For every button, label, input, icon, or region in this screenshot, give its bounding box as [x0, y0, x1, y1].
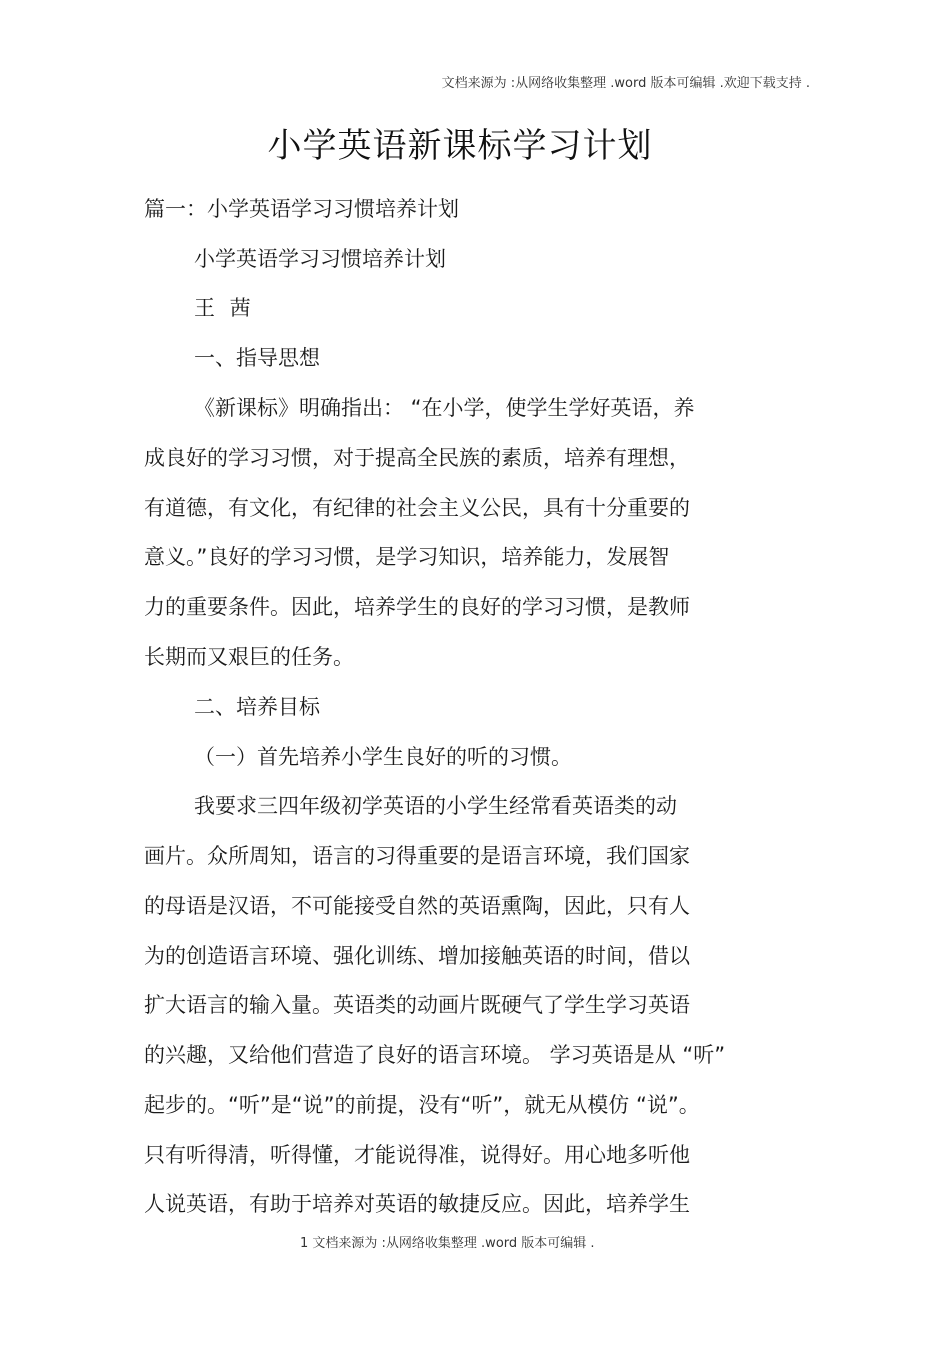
author-name: 王 茜	[194, 296, 255, 320]
paragraph-line: 起步的。“听”是“说”的前提，没有“听”，就无从模仿 “说”。	[144, 1093, 700, 1117]
paragraph-line: 的兴趣，又给他们营造了良好的语言环境。 学习英语是从 “听”	[144, 1043, 726, 1067]
paragraph-line: 为的创造语言环境、强化训练、增加接触英语的时间，借以	[144, 944, 690, 968]
document-title: 小学英语新课标学习计划	[267, 126, 653, 166]
paragraph-line: 的母语是汉语，不可能接受自然的英语熏陶，因此，只有人	[144, 894, 690, 918]
paragraph-line: 《新课标》明确指出： “在小学，使学生学好英语，养	[194, 396, 695, 420]
footer-source-note: 1 文档来源为 :从网络收集整理 .word 版本可编辑 .	[300, 1236, 595, 1251]
paragraph-line: 我要求三四年级初学英语的小学生经常看英语类的动	[194, 794, 677, 818]
paragraph-line: 意义。”良好的学习习惯，是学习知识，培养能力，发展智	[144, 545, 670, 569]
section-heading: 篇一：小学英语学习习惯培养计划	[144, 197, 459, 221]
paragraph-line: 成良好的学习习惯，对于提高全民族的素质，培养有理想，	[144, 446, 690, 470]
paragraph-line: 只有听得清，听得懂，才能说得准，说得好。用心地多听他	[144, 1143, 690, 1167]
paragraph-line: 有道德，有文化，有纪律的社会主义公民，具有十分重要的	[144, 496, 690, 520]
header-source-note: 文档来源为 :从网络收集整理 .word 版本可编辑 .欢迎下载支持 .	[441, 76, 810, 91]
paragraph-line: 画片。众所周知，语言的习得重要的是语言环境，我们国家	[144, 844, 690, 868]
paragraph-line: 力的重要条件。因此，培养学生的良好的学习习惯，是教师	[144, 595, 690, 619]
heading-guiding-thought: 一、指导思想	[194, 346, 320, 370]
paragraph-line: 人说英语，有助于培养对英语的敏捷反应。因此，培养学生	[144, 1192, 690, 1216]
heading-training-goal: 二、培养目标	[194, 695, 320, 719]
paragraph-line: 长期而又艰巨的任务。	[144, 645, 354, 669]
subtitle: 小学英语学习习惯培养计划	[194, 247, 446, 271]
paragraph-line: 扩大语言的输入量。英语类的动画片既硬气了学生学习英语	[144, 993, 690, 1017]
subheading-listening: （一）首先培养小学生良好的听的习惯。	[194, 745, 572, 769]
